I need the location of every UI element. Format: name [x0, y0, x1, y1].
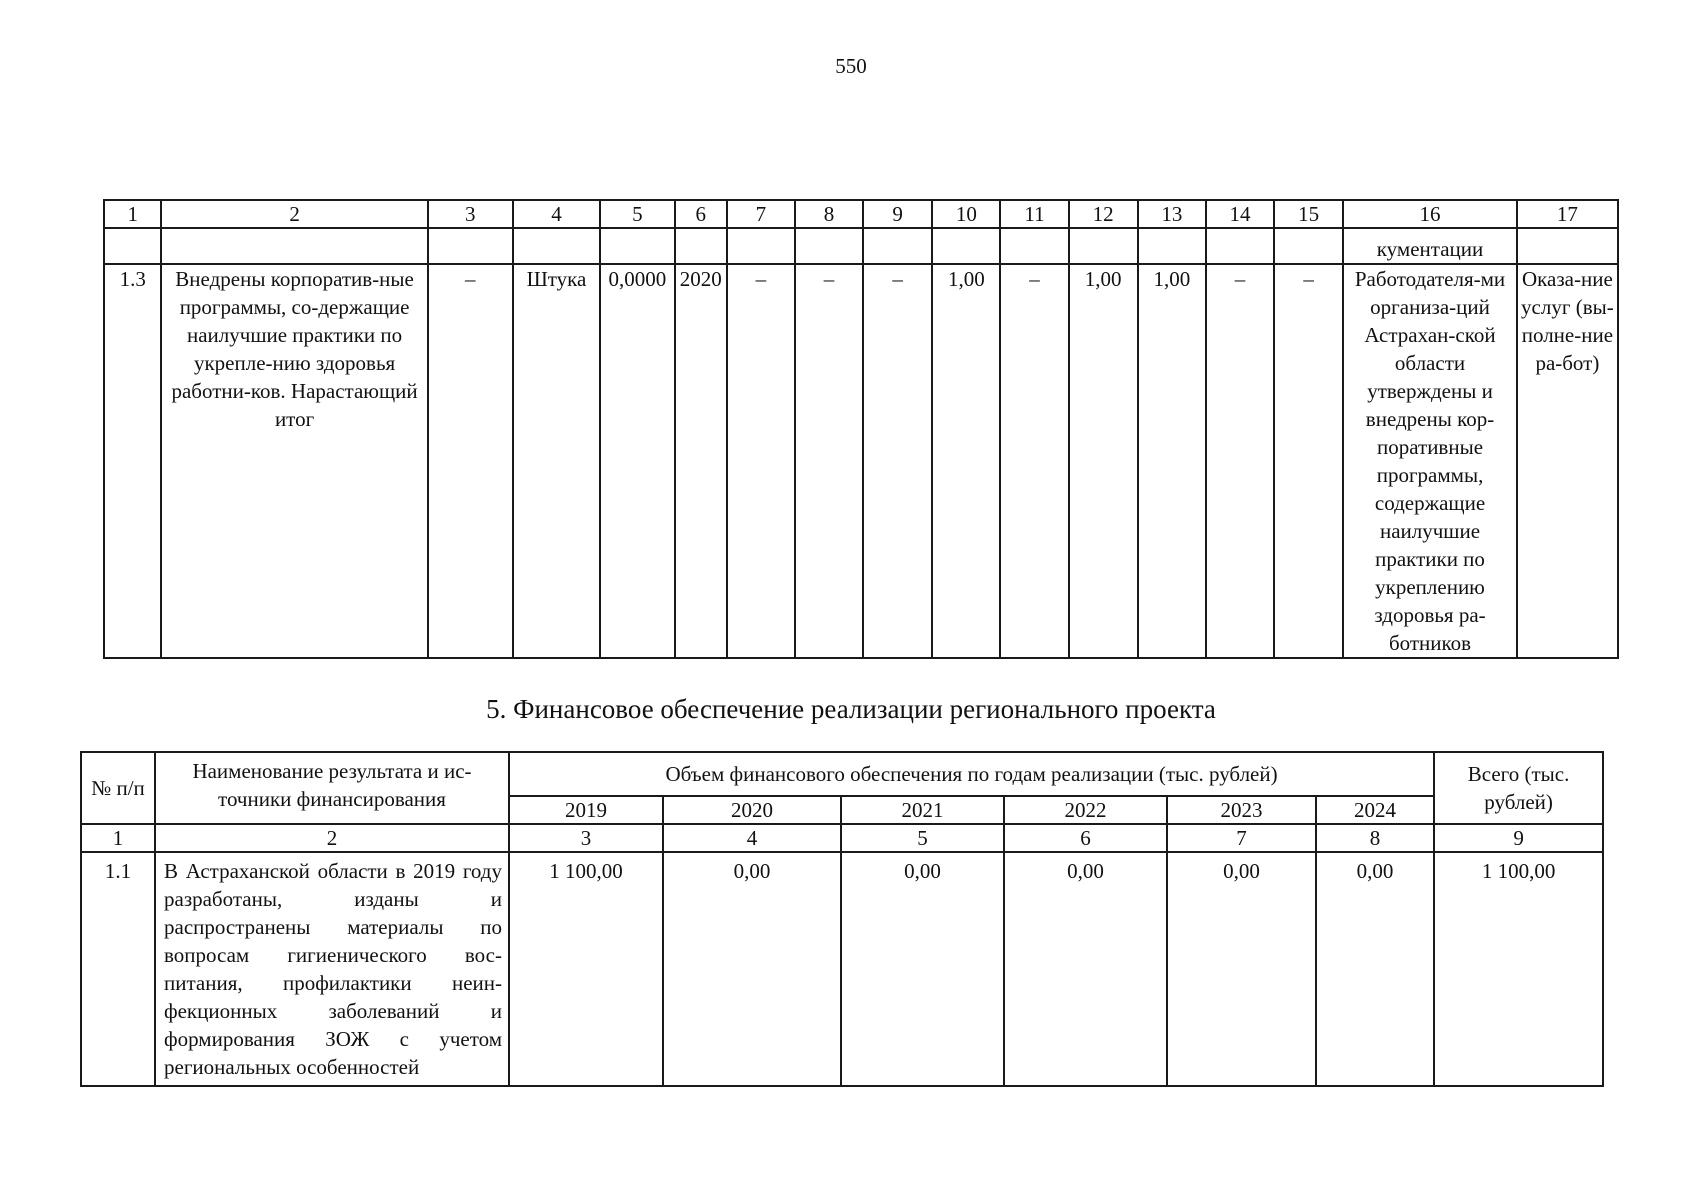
page-number: 550: [835, 54, 867, 78]
table1-header-cell: 12: [1069, 200, 1138, 228]
table1-cell: [161, 228, 427, 264]
table2-column-numbers-row: [81, 824, 1603, 852]
year-header: 2023: [1167, 796, 1316, 824]
value-2020: 0,00: [663, 852, 841, 1086]
table1-cell: [727, 228, 795, 264]
row-number: 1.3: [104, 264, 161, 658]
table1-header-cell: 4: [513, 200, 600, 228]
table1-header-cell: 15: [1274, 200, 1343, 228]
table1-header-cell: 1: [104, 200, 161, 228]
column-number: 4: [663, 824, 841, 852]
table1-cell: –: [727, 264, 795, 658]
table1-continuation-row: [104, 228, 1618, 264]
table1-cell: [863, 228, 932, 264]
table1-header-cell: 9: [863, 200, 932, 228]
table1-cell: [104, 228, 161, 264]
year-header: 2019: [509, 796, 663, 824]
table2-header-row: [81, 752, 1603, 796]
column-number: 8: [1316, 824, 1434, 852]
table1-cell: 1,00: [1138, 264, 1206, 658]
table1-header-cell: 11: [1000, 200, 1068, 228]
name-header: Наименование результата и ис-точники финансирования: [155, 752, 509, 824]
year-header: 2024: [1316, 796, 1434, 824]
table1-cell: 1,00: [932, 264, 1000, 658]
table1-header-cell: 14: [1206, 200, 1274, 228]
column-number: 1: [81, 824, 155, 852]
year-header: 2022: [1004, 796, 1167, 824]
table1-cell: [1206, 228, 1274, 264]
result-type: Оказа-ние услуг (вы-полне-ние ра-бот): [1517, 264, 1618, 658]
base-value-cell: 0,0000: [600, 264, 675, 658]
value-2021: 0,00: [841, 852, 1004, 1086]
table1-header-row: [104, 200, 1618, 228]
table1-header-cell: 16: [1343, 200, 1517, 228]
column-number: 5: [841, 824, 1004, 852]
table1-header-cell: 8: [795, 200, 863, 228]
table1-cell: [1517, 228, 1618, 264]
table1-cell: [428, 228, 513, 264]
result-description: Работодателя-ми организа-ций Астрахан-ской области утверждены и внедрены кор-поративные программы, содержащие наилучшие практики по укреплению здоровья ра-ботников: [1343, 264, 1517, 658]
column-number: 9: [1434, 824, 1603, 852]
table1-continuation-text: кументации: [1343, 228, 1517, 264]
table1-cell: –: [428, 264, 513, 658]
financing-table: [80, 751, 1604, 1087]
table1-header-cell: 2: [161, 200, 427, 228]
value-2024: 0,00: [1316, 852, 1434, 1086]
table1-header-cell: 13: [1138, 200, 1206, 228]
table1-cell: [795, 228, 863, 264]
column-number: 3: [509, 824, 663, 852]
table1-cell: [1274, 228, 1343, 264]
result-name: В Астраханской области в 2019 году разработаны, изданы и распространены материалы по вопросам гигиенического вос-питания, профилактики неин-фекционных заболеваний и формирования ЗОЖ с учетом региональных особенностей: [155, 852, 509, 1086]
table1-cell: –: [795, 264, 863, 658]
table1-cell: –: [1206, 264, 1274, 658]
total-header: Всего (тыс. рублей): [1434, 752, 1603, 824]
num-header: № п/п: [81, 752, 155, 824]
table1-header-cell: 3: [428, 200, 513, 228]
column-number: 2: [155, 824, 509, 852]
column-number: 7: [1167, 824, 1316, 852]
row-number: 1.1: [81, 852, 155, 1086]
column-number: 6: [1004, 824, 1167, 852]
table1-header-cell: 17: [1517, 200, 1618, 228]
table1-header-cell: 5: [600, 200, 675, 228]
table1-cell: [1000, 228, 1068, 264]
table1-header-cell: 10: [932, 200, 1000, 228]
year-header: 2021: [841, 796, 1004, 824]
results-table: [103, 199, 1619, 659]
table1-cell: [932, 228, 1000, 264]
value-2022: 0,00: [1004, 852, 1167, 1086]
year-header: 2020: [663, 796, 841, 824]
table1-cell: [600, 228, 675, 264]
base-year-cell: 2020: [675, 264, 727, 658]
table1-cell: [675, 228, 727, 264]
section-title: 5. Финансовое обеспечение реализации регионального проекта: [486, 694, 1216, 724]
table1-cell: [1138, 228, 1206, 264]
table1-row-1-3: [104, 264, 1618, 658]
volume-header: Объем финансового обеспечения по годам реализации (тыс. рублей): [509, 752, 1434, 796]
table1-cell: –: [1000, 264, 1068, 658]
table1-cell: [513, 228, 600, 264]
value-2023: 0,00: [1167, 852, 1316, 1086]
table1-cell: –: [863, 264, 932, 658]
table1-cell: 1,00: [1069, 264, 1138, 658]
total-value: 1 100,00: [1434, 852, 1603, 1086]
table2-row-1-1: [81, 852, 1603, 1086]
table1-cell: –: [1274, 264, 1343, 658]
table1-header-cell: 6: [675, 200, 727, 228]
unit-cell: Штука: [513, 264, 600, 658]
value-2019: 1 100,00: [509, 852, 663, 1086]
result-name: Внедрены корпоратив-ные программы, со-держащие наилучшие практики по укрепле-нию здоровья работни-ков. Нарастающий итог: [161, 264, 427, 658]
table1-cell: [1069, 228, 1138, 264]
table1-header-cell: 7: [727, 200, 795, 228]
